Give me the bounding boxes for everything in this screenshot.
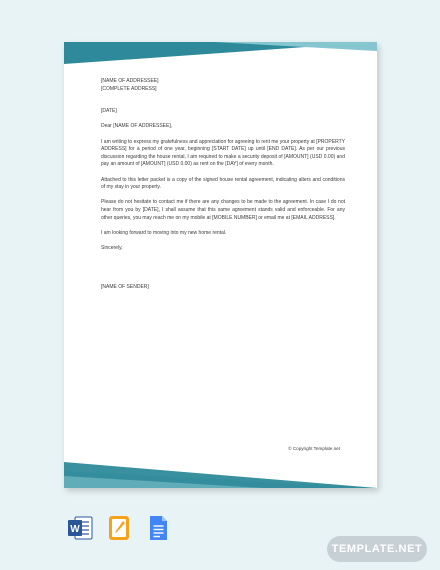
addressee-address: [COMPLETE ADDRESS]: [101, 85, 157, 92]
paragraph: I am writing to express my gratefulness and appreciation for agreeing to rent me your property at [PROPERTY ADDRESS] for a period of one year, beginning [START DATE] up until [END DATE]. As per our previous discussion regarding the house rental, I am required to make a security deposit of [AMOUNT] (USD 0.00) and pay an amount of [AMOUNT] (USD 0.00) as rent on the [DAY] of every month.: [101, 138, 345, 168]
compatible-apps: [67, 515, 171, 541]
copyright-notice: © Copyright Template.net: [288, 446, 340, 451]
sender-name: [NAME OF SENDER]: [101, 284, 149, 291]
paragraph: I am looking forward to moving into my new home rental.: [101, 229, 227, 236]
closing: Sincerely,: [101, 244, 123, 251]
letter-document: [64, 42, 377, 488]
word-icon-letter: W: [70, 524, 80, 535]
bottom-accent-band: [64, 462, 377, 488]
paragraph: Please do not hesitate to contact me if there are any changes to be made to the agreement. In case I do not hear from you by [DATE], I shall assume that this same agreement stands valid and enforceable. For any other queries, you may reach me on my mobile at [MOBILE NUMBER] or email me at [EMAIL ADDRESS].: [101, 199, 345, 221]
salutation: Dear [NAME OF ADDRESSEE],: [101, 123, 173, 130]
top-accent-band: [64, 42, 377, 64]
google-docs-icon[interactable]: [145, 515, 171, 541]
paragraph: Attached to this letter packet is a copy of the signed house rental agreement, indicating alters and conditions of my stay in your property.: [101, 176, 345, 191]
letter-body: [101, 78, 345, 299]
word-icon[interactable]: [67, 515, 93, 541]
signature-space: [101, 260, 345, 284]
template-net-badge[interactable]: TEMPLATE.NET: [327, 536, 427, 562]
addressee-name: [NAME OF ADDRESSEE]: [101, 78, 159, 84]
recipient-block: [101, 78, 345, 93]
letter-date: [DATE]: [101, 108, 117, 115]
pages-icon[interactable]: [106, 515, 132, 541]
